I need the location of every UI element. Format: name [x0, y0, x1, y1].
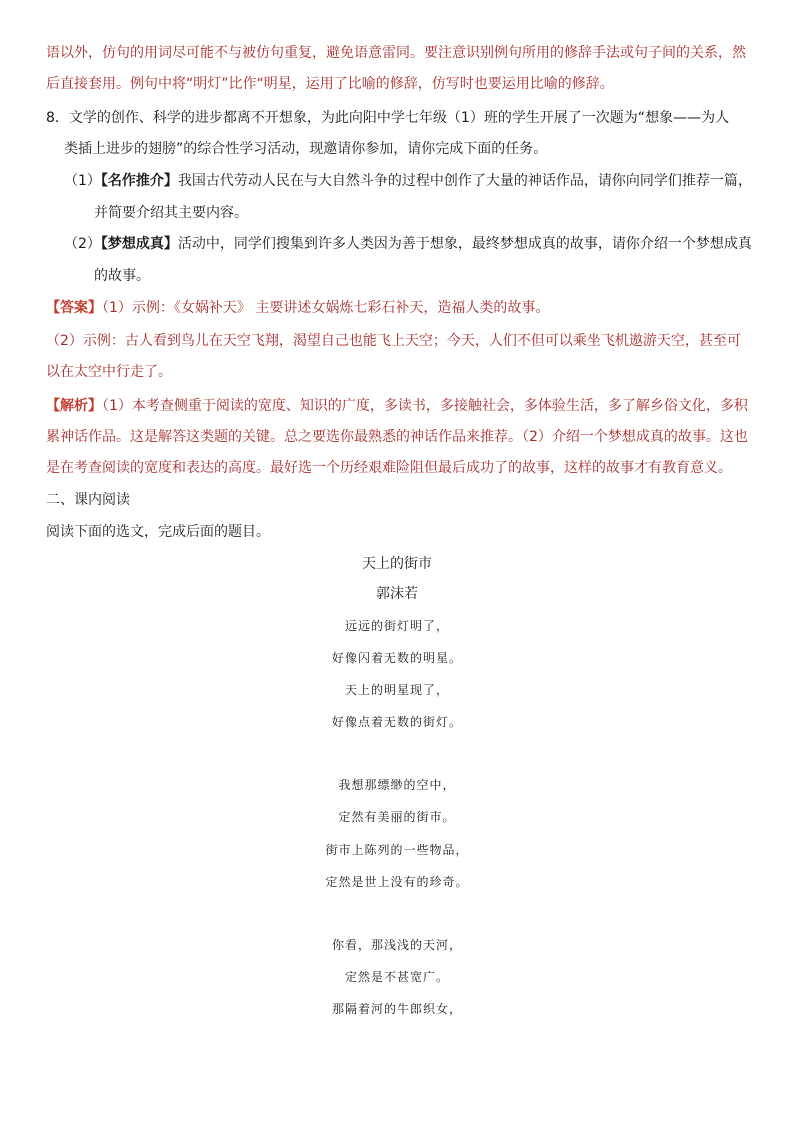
poem-line: 远远的街灯明了，	[344, 619, 449, 633]
answer-tag: 【答案】	[46, 300, 102, 316]
question-8-stem: 8．文学的创作、科学的进步都离不开想象，为此向阳中学七年级（1）班的学生开展了一次题为“想象——为人	[46, 110, 730, 126]
analysis-line-1	[46, 396, 756, 416]
question-8-stem-cont: 类插上进步的翅膀”的综合性学习活动，现邀请你参加，请你完成下面的任务。	[64, 141, 548, 157]
paragraph-line: 后直接套用。例句中将“明灯”比作“明星，运用了比喻的修辞，仿写时也要运用比喻的修辞。	[46, 76, 614, 92]
poem-line: 好像闪着无数的明星。	[331, 651, 462, 665]
analysis-1: （1）本考查侧重于阅读的宽度、知识的广度，多读书，多接触社会，多体验生活，多了解乡俗文化，多积	[102, 398, 748, 414]
task-2-tag: 【梦想成真】	[100, 236, 178, 252]
poem-line: 天上的明星现了，	[344, 683, 449, 697]
task-1-cont: 并简要介绍其主要内容。	[94, 205, 248, 221]
poem-line: 定然是不甚宽广。	[344, 970, 449, 984]
poem-line: 你看，那浅浅的天河，	[331, 938, 462, 952]
poem-line: 定然是世上没有的珍奇。	[325, 875, 469, 889]
task-1-text: 我国古代劳动人民在与大自然斗争的过程中创作了大量的神话作品，请你向同学们推荐一篇，	[177, 173, 752, 189]
task-1-tag: 【名作推介】	[100, 173, 178, 189]
task-1	[64, 171, 774, 191]
poem-line: 好像点着无数的街灯。	[331, 715, 462, 729]
paragraph-line: 语以外，仿句的用词尽可能不与被仿句重复，避免语意雷同。要注意识别例句所用的修辞手法或句子间的关系，然	[46, 45, 746, 61]
answer-line-1	[46, 298, 756, 318]
poem-author: 郭沫若	[376, 586, 418, 602]
task-2-cont: 的故事。	[94, 268, 150, 284]
answer-2-cont: 以在太空中行走了。	[46, 364, 172, 380]
poem-line: 街市上陈列的一些物品，	[325, 843, 469, 857]
poem-title: 天上的街市	[362, 556, 432, 572]
answer-2: （2）示例：古人看到鸟儿在天空飞翔，渴望自己也能飞上天空；今天，人们不但可以乘坐飞机遨游天空，甚至可	[46, 333, 741, 349]
task-2-text: 活动中，同学们搜集到许多人类因为善于想象，最终梦想成真的故事，请你介绍一个梦想成真	[177, 236, 752, 252]
analysis-2: 累神话作品。这是解答这类题的关键。总之要选你最熟悉的神话作品来推荐。（2）介绍一个梦想成真的故事。这也	[46, 429, 748, 445]
section-heading: 二、课内阅读	[46, 492, 130, 508]
task-1-number: （1）	[64, 173, 101, 189]
analysis-3: 是在考查阅读的宽度和表达的高度。最好选一个历经艰难险阻但最后成功了的故事，这样的故事才有教育意义。	[46, 460, 732, 476]
analysis-tag: 【解析】	[46, 398, 102, 414]
poem-line: 定然有美丽的街市。	[338, 810, 456, 824]
poem-line: 那隔着河的牛郎织女，	[331, 1002, 462, 1016]
reading-instruction: 阅读下面的选文，完成后面的题目。	[46, 524, 270, 540]
answer-1: （1）示例：《女娲补天》 主要讲述女娲炼七彩石补天，造福人类的故事。	[102, 300, 550, 316]
task-2	[64, 234, 774, 254]
task-2-number: （2）	[64, 236, 101, 252]
poem-line: 我想那缥缈的空中，	[338, 778, 456, 792]
